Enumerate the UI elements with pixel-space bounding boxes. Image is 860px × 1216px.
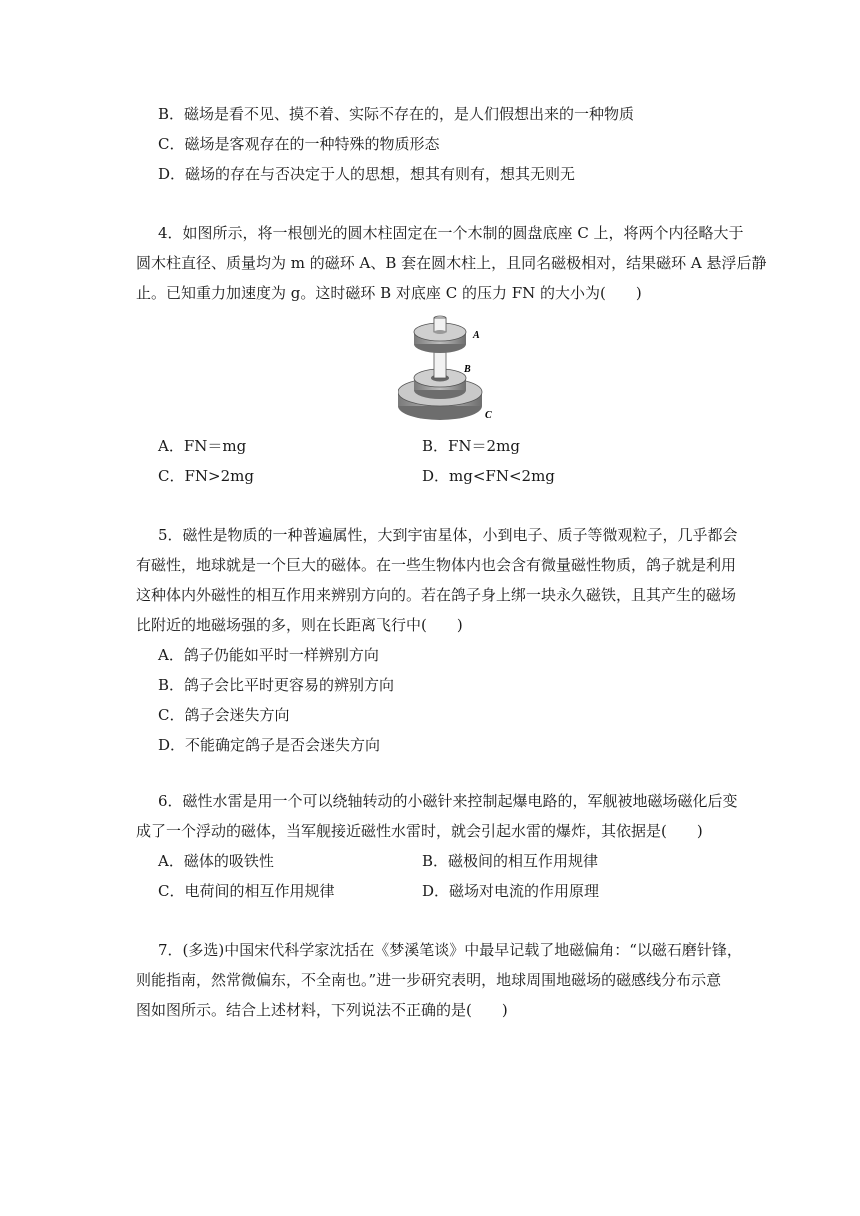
q6-stem-line-2: 成了一个浮动的磁体，当军舰接近磁性水雷时，就会引起水雷的爆炸，其依据是( ): [136, 822, 703, 840]
q5-option-c: C．鸽子会迷失方向: [158, 706, 290, 724]
figure-label-a: A: [473, 330, 480, 341]
q5-option-b: B．鸽子会比平时更容易的辨别方向: [158, 676, 395, 694]
figure-label-b: B: [464, 364, 471, 375]
magnetic-rings-figure: [398, 314, 502, 426]
q5-option-d: D．不能确定鸽子是否会迷失方向: [158, 736, 381, 754]
figure-label-c: C: [485, 410, 492, 421]
q5-option-a: A．鸽子仍能如平时一样辨别方向: [158, 646, 379, 664]
q6-option-d: D．磁场对电流的作用原理: [422, 882, 600, 900]
q6-option-b: B．磁极间的相互作用规律: [422, 852, 599, 870]
q5-stem-line-4: 比附近的地磁场强的多，则在长距离飞行中( ): [136, 616, 463, 634]
q7-stem-line-1: 7．(多选)中国宋代科学家沈括在《梦溪笔谈》中最早记载了地磁偏角：“以磁石磨针锋，: [158, 941, 742, 959]
q5-stem-line-3: 这种体内外磁性的相互作用来辨别方向的。若在鸽子身上绑一块永久磁铁，且其产生的磁场: [136, 586, 737, 604]
q4-stem-line-2: 圆木柱直径、质量均为 m 的磁环 A、B 套在圆木柱上，且同名磁极相对，结果磁环 A 悬浮后静: [136, 254, 767, 272]
q4-option-a: A．FN＝mg: [158, 437, 247, 455]
q7-stem-line-3: 图如图所示。结合上述材料，下列说法不正确的是( ): [136, 1001, 508, 1019]
q3-option-d: D．磁场的存在与否决定于人的思想，想其有则有，想其无则无: [158, 165, 576, 183]
q4-option-b: B．FN＝2mg: [422, 437, 520, 455]
q6-stem-line-1: 6．磁性水雷是用一个可以绕轴转动的小磁针来控制起爆电路的，军舰被地磁场磁化后变: [158, 792, 738, 810]
q7-stem-line-2: 则能指南，然常微偏东，不全南也。”进一步研究表明，地球周围地磁场的磁感线分布示意: [136, 971, 722, 989]
q6-option-a: A．磁体的吸铁性: [158, 852, 274, 870]
q4-stem-line-3: 止。已知重力加速度为 g。这时磁环 B 对底座 C 的压力 FN 的大小为( ): [136, 284, 642, 302]
q4-stem-line-1: 4．如图所示，将一根刨光的圆木柱固定在一个木制的圆盘底座 C 上，将两个内径略大于: [158, 224, 744, 242]
q4-option-c: C．FN>2mg: [158, 467, 254, 485]
q5-stem-line-2: 有磁性，地球就是一个巨大的磁体。在一些生物体内也会含有微量磁性物质，鸽子就是利用: [136, 556, 737, 574]
q6-option-c: C．电荷间的相互作用规律: [158, 882, 335, 900]
q3-option-c: C．磁场是客观存在的一种特殊的物质形态: [158, 135, 440, 153]
q4-option-d: D．mg<FN<2mg: [422, 467, 555, 485]
q3-option-b: B．磁场是看不见、摸不着、实际不存在的，是人们假想出来的一种物质: [158, 105, 635, 123]
q5-stem-line-1: 5．磁性是物质的一种普遍属性，大到宇宙星体，小到电子、质子等微观粒子，几乎都会: [158, 526, 738, 544]
